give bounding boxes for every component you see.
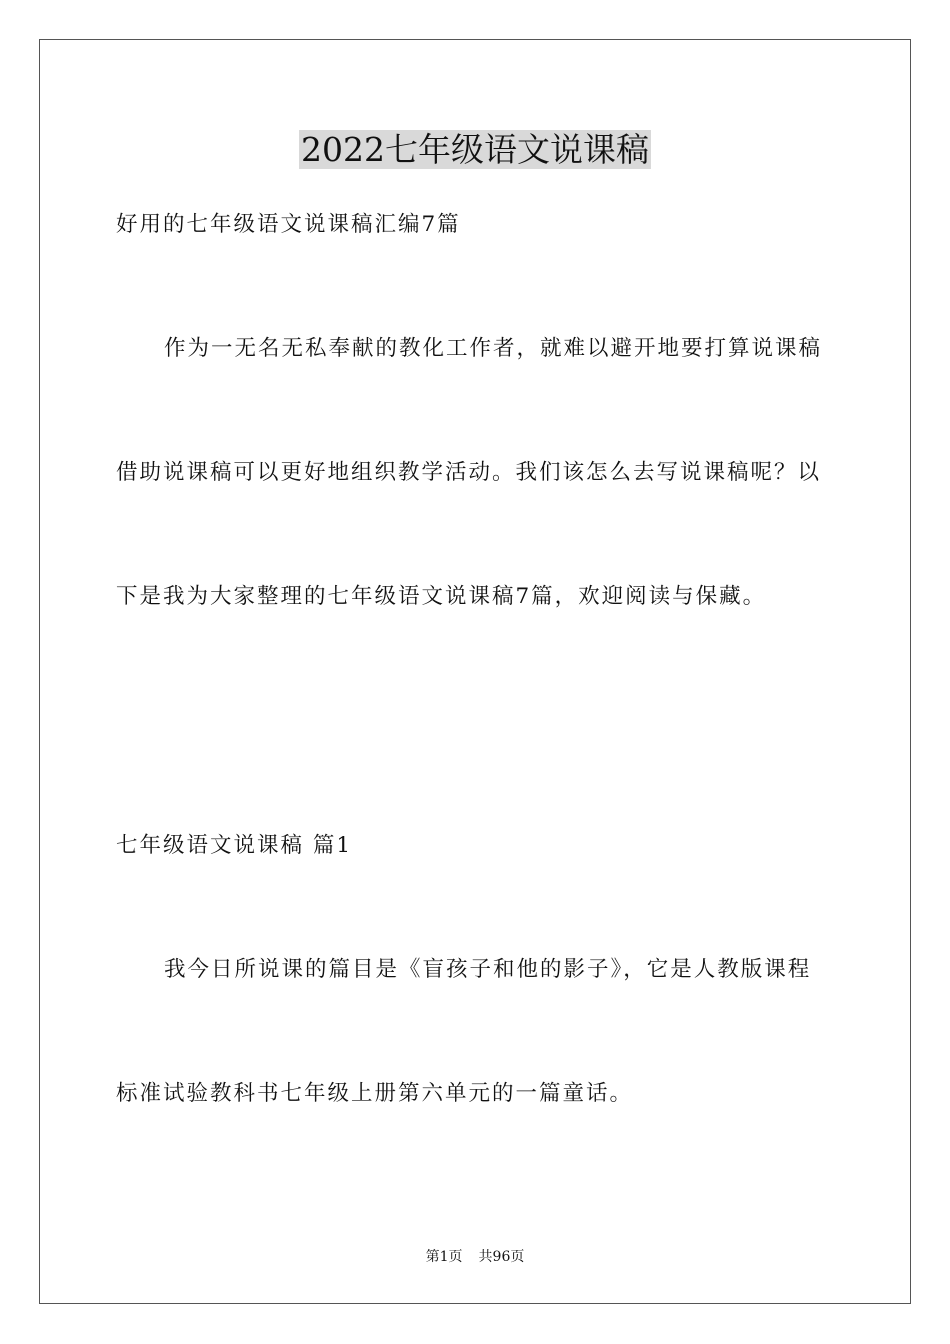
document-subtitle: 好用的七年级语文说课稿汇编7篇 bbox=[116, 212, 461, 237]
page-footer bbox=[0, 1247, 950, 1267]
page-total: 共96页 bbox=[478, 1249, 525, 1265]
intro-line-1: 作为一无名无私奉献的教化工作者，就难以避开地要打算说课稿 bbox=[164, 336, 823, 361]
document-title-text: 2022七年级语文说课稿 bbox=[301, 130, 649, 169]
section-line-2: 标准试验教科书七年级上册第六单元的一篇童话。 bbox=[116, 1081, 634, 1106]
intro-line-3: 下是我为大家整理的七年级语文说课稿7篇，欢迎阅读与保藏。 bbox=[116, 584, 767, 609]
intro-line-2: 借助说课稿可以更好地组织教学活动。我们该怎么去写说课稿呢？以 bbox=[116, 460, 822, 485]
section-line-1: 我今日所说课的篇目是《盲孩子和他的影子》，它是人教版课程 bbox=[164, 957, 812, 982]
document-title bbox=[0, 128, 950, 172]
section-heading: 七年级语文说课稿 篇1 bbox=[116, 833, 353, 858]
page-number: 第1页 bbox=[425, 1249, 463, 1265]
